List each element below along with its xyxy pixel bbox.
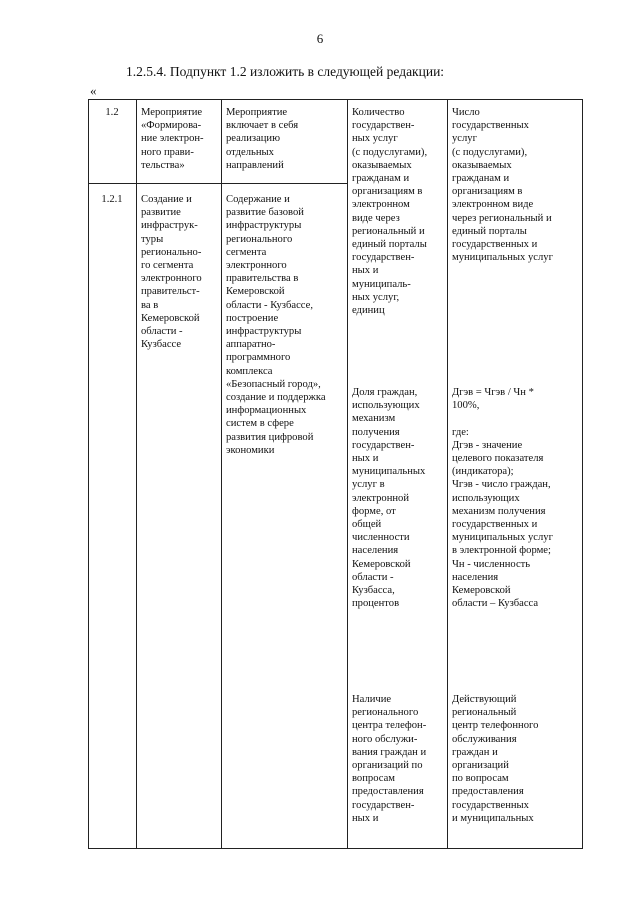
section-heading: 1.2.5.4. Подпункт 1.2 изложить в следующей редакции: bbox=[126, 64, 445, 79]
row-1-2-1-number: 1.2.1 bbox=[101, 194, 123, 205]
table-col-divider-1 bbox=[136, 99, 137, 849]
indicator-2-method: Дгэв = Чгэв / Чн * 100%, где: Дгэв - значение целевого показателя (индикатора); Чгэв - число граждан, использующих механизм получения государственных и муниципальных услуг в электронной форме; Чн - численность населения Кемеровской области – Кузбасса bbox=[452, 387, 553, 610]
table-border-top bbox=[88, 99, 582, 100]
table-border-right bbox=[582, 99, 583, 849]
indicator-1-name: Количество государствен- ных услуг (с подуслугами), оказываемых гражданам и организациям в электронном виде через региональный и единый порталы государствен- ных и муниципаль- ных услуг, единиц bbox=[352, 107, 428, 317]
table-col-divider-2 bbox=[221, 99, 222, 849]
opening-quote: « bbox=[90, 83, 97, 98]
table-border-bottom bbox=[88, 848, 582, 849]
program-table bbox=[88, 99, 583, 849]
row-1-2-number: 1.2 bbox=[105, 107, 119, 118]
table-border-left bbox=[88, 99, 89, 849]
page-number: 6 bbox=[316, 31, 324, 46]
table-row-divider bbox=[88, 183, 347, 184]
row-1-2-1-event: Создание и развитие инфраструк- туры регионально- го сегмента электронного правительст- ва в Кемеровской области - Кузбассе bbox=[141, 194, 202, 351]
indicator-1-method: Число государственных услуг (с подуслугами), оказываемых гражданам и организациям в электронном виде через региональный и единый порталы государственных и муниципальных услуг bbox=[452, 107, 553, 264]
row-1-2-description: Мероприятие включает в себя реализацию отдельных направлений bbox=[226, 107, 299, 171]
indicator-2-name: Доля граждан, использующих механизм получения государствен- ных и муниципальных услуг в электронной форме, от общей численности населения Кемеровской области - Кузбасса, процентов bbox=[352, 387, 426, 610]
row-1-2-event: Мероприятие «Формирова- ние электрон- ного прави- тельства» bbox=[141, 107, 204, 171]
row-1-2-1-description: Содержание и развитие базовой инфраструктуры регионального сегмента электронного правительства в Кемеровской области - Кузбассе, построение инфраструктуры аппаратно- программного комплекса «Безопасный город», создание и поддержка информационных систем в сфере развития цифровой экономики bbox=[226, 194, 326, 456]
indicator-3-method: Действующий региональный центр телефонного обслуживания граждан и организаций по вопросам предоставления государственных и муниципальных bbox=[452, 694, 539, 824]
indicator-3-name: Наличие регионального центра телефон- ного обслужи- вания граждан и организаций по вопросам предоставления государствен- ных и bbox=[352, 694, 427, 824]
